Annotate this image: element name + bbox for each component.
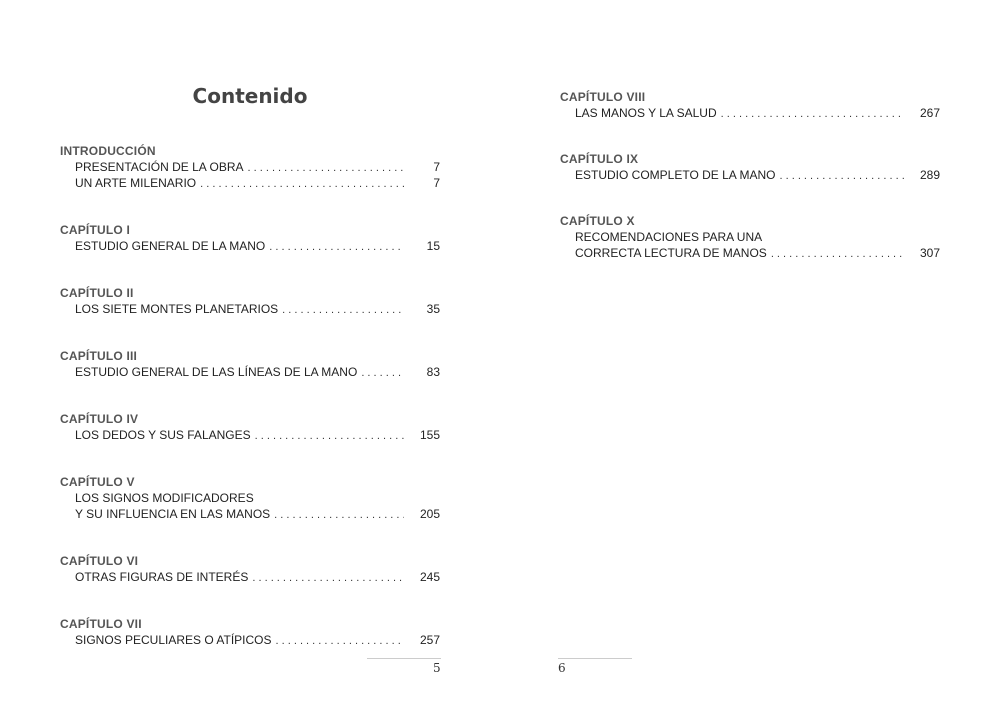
entry-page-number: 289: [919, 168, 940, 182]
folio-rule: [558, 658, 632, 659]
chapter-heading: CAPÍTULO IX: [560, 152, 639, 166]
right-page: [500, 0, 1000, 706]
chapter-10: [560, 213, 940, 261]
entry-title: CORRECTA LECTURA DE MANOS: [575, 246, 767, 260]
dot-leader: [771, 246, 904, 262]
entry-page-number: 257: [419, 633, 440, 647]
dot-leader: [248, 160, 405, 176]
entry-page-number: 7: [433, 160, 440, 174]
chapter-heading: CAPÍTULO X: [560, 214, 635, 228]
toc-entry[interactable]: [60, 238, 440, 254]
chapter-2: [60, 285, 440, 317]
chapter-heading: CAPÍTULO VII: [60, 617, 142, 631]
chapter-heading: CAPÍTULO VI: [60, 554, 139, 568]
entry-title: ESTUDIO GENERAL DE LA MANO: [75, 239, 266, 253]
folio-rule: [367, 658, 441, 659]
entry-title: ESTUDIO GENERAL DE LAS LÍNEAS DE LA MANO: [75, 365, 358, 379]
chapter-6: [60, 553, 440, 585]
chapter-3: [60, 348, 440, 380]
entry-title: LOS SIETE MONTES PLANETARIOS: [75, 302, 279, 316]
toc-entry[interactable]: [560, 105, 940, 121]
dot-leader: [721, 106, 904, 122]
toc-entry[interactable]: [60, 427, 440, 443]
entry-title: LOS DEDOS Y SUS FALANGES: [75, 428, 251, 442]
chapter-5: [60, 474, 440, 522]
entry-page-number: 35: [426, 302, 440, 316]
chapter-1: [60, 222, 440, 254]
toc-entry-arte-milenario[interactable]: [60, 175, 440, 191]
entry-title: SIGNOS PECULIARES O ATÍPICOS: [75, 633, 272, 647]
toc-entry[interactable]: [60, 301, 440, 317]
chapter-heading: CAPÍTULO III: [60, 349, 138, 363]
dot-leader: [282, 302, 404, 318]
chapter-heading: CAPÍTULO IV: [60, 412, 139, 426]
toc-entry-line1[interactable]: [60, 490, 440, 506]
dot-leader: [779, 168, 904, 184]
chapter-heading: CAPÍTULO I: [60, 223, 130, 237]
entry-page-number: 15: [426, 239, 440, 253]
entry-page-number: 7: [433, 176, 440, 190]
entry-title: PRESENTACIÓN DE LA OBRA: [75, 160, 244, 174]
entry-page-number: 267: [919, 106, 940, 120]
toc-entry-presentacion[interactable]: [60, 159, 440, 175]
chapter-9: [560, 151, 940, 183]
page-number: 5: [433, 661, 441, 675]
toc-entry[interactable]: [60, 569, 440, 585]
dot-leader: [252, 570, 404, 586]
entry-title: LAS MANOS Y LA SALUD: [575, 106, 717, 120]
chapter-heading: CAPÍTULO V: [60, 475, 135, 489]
toc-entry[interactable]: [560, 245, 940, 261]
dot-leader: [276, 633, 405, 649]
dot-leader: [274, 507, 404, 523]
chapter-heading: INTRODUCCIÓN: [60, 144, 156, 158]
toc-entry[interactable]: [60, 506, 440, 522]
chapter-4: [60, 411, 440, 443]
chapter-7: [60, 616, 440, 648]
entry-title: Y SU INFLUENCIA EN LAS MANOS: [75, 507, 271, 521]
entry-title-line1: RECOMENDACIONES PARA UNA: [575, 230, 763, 244]
toc-entry[interactable]: [560, 167, 940, 183]
entry-title: OTRAS FIGURAS DE INTERÉS: [75, 570, 249, 584]
page-number: 6: [558, 661, 566, 675]
toc-entry[interactable]: [60, 632, 440, 648]
dot-leader: [255, 428, 404, 444]
entry-page-number: 307: [919, 246, 940, 260]
chapter-8: [560, 89, 940, 121]
dot-leader: [200, 176, 404, 192]
toc-entry[interactable]: [60, 364, 440, 380]
toc-entry-line1[interactable]: [560, 229, 940, 245]
chapter-heading: CAPÍTULO II: [60, 286, 134, 300]
entry-title: UN ARTE MILENARIO: [75, 176, 197, 190]
dot-leader: [269, 239, 404, 255]
entry-page-number: 245: [419, 570, 440, 584]
entry-page-number: 155: [419, 428, 440, 442]
page-title: Contenido: [192, 84, 308, 108]
entry-title-line1: LOS SIGNOS MODIFICADORES: [75, 491, 254, 505]
entry-page-number: 83: [426, 365, 440, 379]
chapter-introduccion: [60, 143, 440, 191]
entry-page-number: 205: [419, 507, 440, 521]
chapter-heading: CAPÍTULO VIII: [560, 90, 646, 104]
entry-title: ESTUDIO COMPLETO DE LA MANO: [575, 168, 776, 182]
dot-leader: [361, 365, 404, 381]
